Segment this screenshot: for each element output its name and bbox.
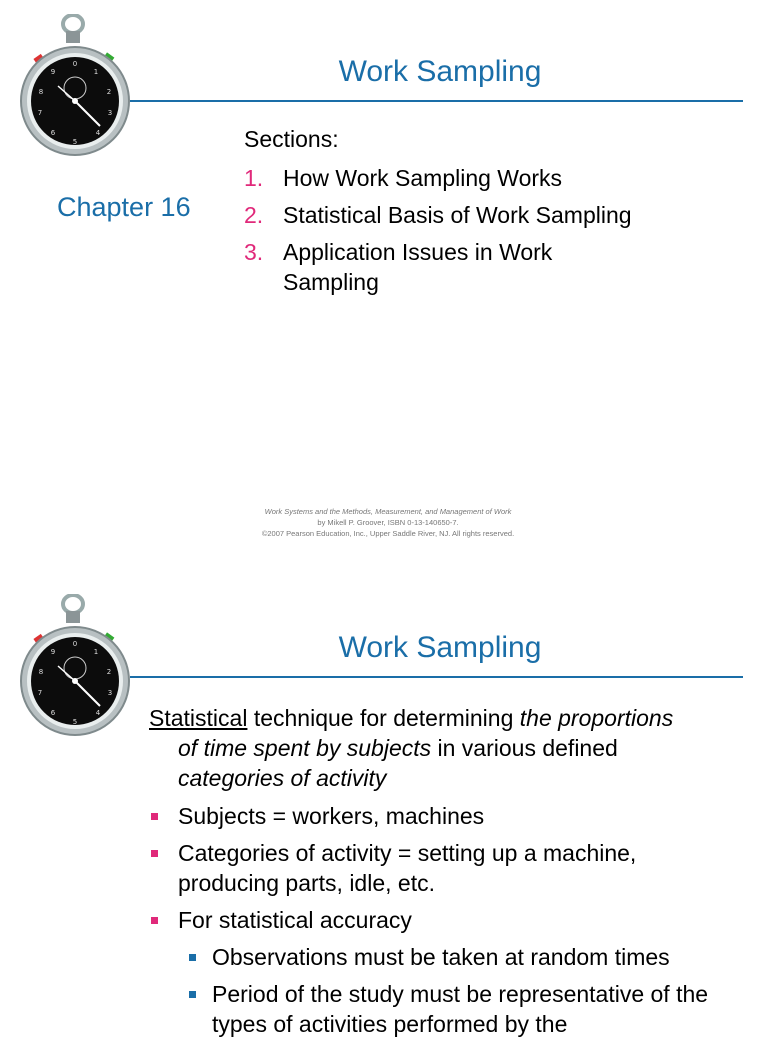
bullet-marker (151, 813, 158, 820)
sub-bullet-marker (189, 954, 196, 961)
definition-text: in various defined (431, 735, 618, 761)
section-item (244, 200, 704, 230)
emphasis-statistical: Statistical (149, 705, 248, 731)
svg-text:4: 4 (95, 709, 101, 717)
sub-bullet-text: Period of the study must be representative of the types of activities performed by the (212, 981, 709, 1037)
definition-line (149, 703, 749, 733)
bullet-text: Categories of activity = setting up a machine, producing parts, idle, etc. (178, 840, 637, 896)
bullet-list (149, 801, 749, 1046)
sub-bullet-list (149, 942, 749, 1039)
svg-text:5: 5 (72, 718, 78, 726)
section-text: How Work Sampling Works (283, 165, 563, 191)
sections-list (244, 163, 704, 304)
svg-text:4: 4 (95, 129, 101, 137)
definition-paragraph (149, 703, 749, 793)
sub-bullet-marker (189, 991, 196, 998)
bullet-text: Subjects = workers, machines (178, 803, 485, 829)
svg-text:9: 9 (50, 68, 56, 76)
title-rule (130, 100, 743, 102)
svg-text:0: 0 (72, 60, 78, 68)
footer-copyright: ©2007 Pearson Education, Inc., Upper Saddle River, NJ. All rights reserved. (261, 529, 515, 538)
footer-book-title: Work Systems and the Methods, Measurement, and Management of Work (264, 507, 512, 516)
svg-text:8: 8 (38, 668, 44, 676)
section-item (244, 163, 704, 193)
section-item (244, 237, 623, 297)
svg-text:3: 3 (107, 689, 113, 697)
section-number: 2. (244, 202, 264, 228)
emphasis-categories: categories of activity (178, 765, 387, 791)
svg-text:6: 6 (50, 709, 56, 717)
section-number: 1. (244, 165, 264, 191)
svg-text:2: 2 (106, 668, 112, 676)
section-text: Statistical Basis of Work Sampling (283, 202, 632, 228)
slide-title: Work Sampling (338, 631, 542, 664)
emphasis-proportions: the proportions (519, 705, 674, 731)
svg-text:6: 6 (50, 129, 56, 137)
svg-text:8: 8 (38, 88, 44, 96)
bullet-marker (151, 917, 158, 924)
svg-text:7: 7 (37, 689, 43, 697)
stopwatch-icon (18, 594, 134, 744)
sub-bullet-item (149, 942, 749, 972)
footer-author: by Mikell P. Groover, ISBN 0-13-140650-7. (317, 518, 459, 527)
emphasis-time-spent: of time spent by subjects (178, 735, 432, 761)
bullet-item (149, 838, 718, 898)
definition-text: technique for determining (247, 705, 520, 731)
svg-text:3: 3 (107, 109, 113, 117)
stopwatch-icon (18, 14, 134, 164)
bullet-marker (151, 850, 158, 857)
bullet-item (149, 905, 749, 1039)
section-text: Application Issues in Work Sampling (283, 239, 553, 295)
svg-text:9: 9 (50, 648, 56, 656)
sections-label: Sections: (244, 126, 339, 152)
svg-text:1: 1 (93, 68, 99, 76)
copyright-footer (230, 506, 546, 539)
bullet-item (149, 801, 749, 831)
svg-text:0: 0 (72, 640, 78, 648)
sub-bullet-item (149, 979, 742, 1039)
chapter-label: Chapter 16 (57, 192, 191, 222)
section-number: 3. (244, 239, 264, 265)
bullet-text: For statistical accuracy (178, 907, 412, 933)
title-rule (130, 676, 743, 678)
svg-text:2: 2 (106, 88, 112, 96)
definition-line (149, 733, 749, 763)
svg-text:5: 5 (72, 138, 78, 146)
svg-text:7: 7 (37, 109, 43, 117)
slide-title: Work Sampling (338, 55, 542, 88)
sub-bullet-text: Observations must be taken at random times (212, 944, 670, 970)
svg-text:1: 1 (93, 648, 99, 656)
